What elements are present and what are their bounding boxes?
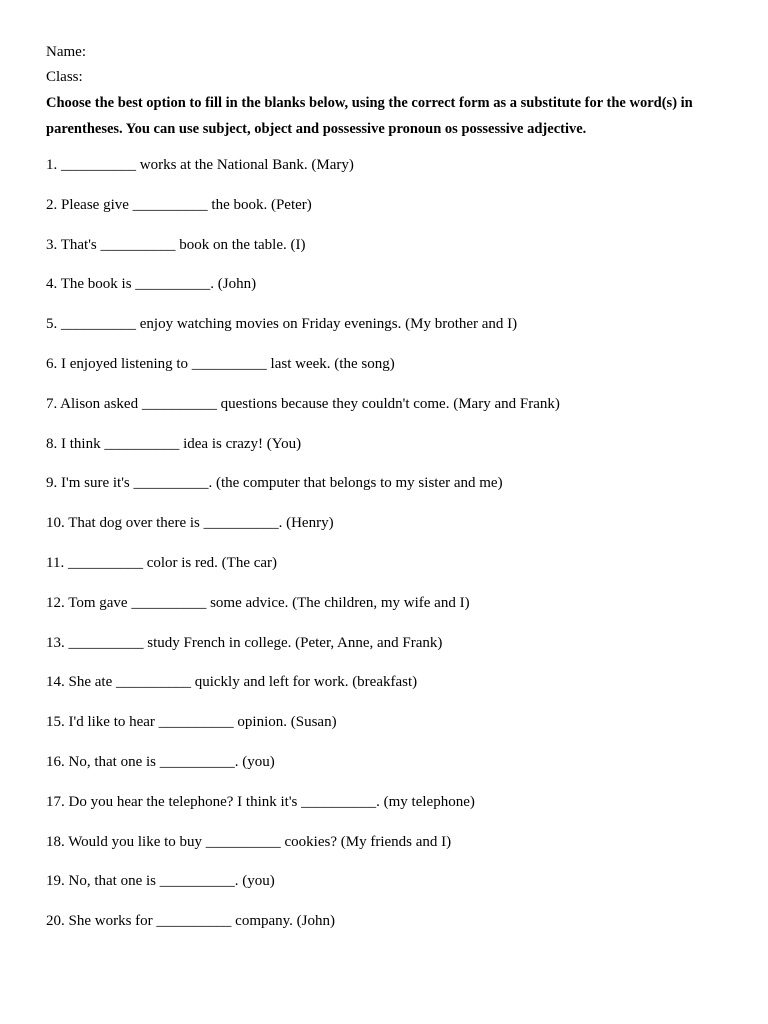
question-14: 14. She ate __________ quickly and left for work. (breakfast): [46, 674, 418, 691]
question-9: 9. I'm sure it's __________. (the computer that belongs to my sister and me): [46, 475, 503, 492]
questions-list: [46, 155, 736, 931]
question-2: 2. Please give __________ the book. (Peter): [46, 196, 312, 213]
question-17: 17. Do you hear the telephone? I think it's __________. (my telephone): [46, 793, 475, 810]
question-16: 16. No, that one is __________. (you): [46, 753, 275, 770]
question-19: 19. No, that one is __________. (you): [46, 873, 275, 890]
question-15: 15. I'd like to hear __________ opinion. (Susan): [46, 714, 337, 731]
question-5: 5. __________ enjoy watching movies on Friday evenings. (My brother and I): [46, 316, 518, 333]
question-11: 11. __________ color is red. (The car): [46, 554, 278, 571]
question-8: 8. I think __________ idea is crazy! (You): [46, 435, 302, 452]
question-20: 20. She works for __________ company. (John): [46, 913, 335, 930]
class-label: Class:: [46, 69, 83, 85]
question-4: 4. The book is __________. (John): [46, 276, 257, 293]
question-3: 3. That's __________ book on the table. (I): [46, 236, 306, 253]
question-10: 10. That dog over there is __________. (Henry): [46, 515, 334, 532]
question-1: 1. __________ works at the National Bank. (Mary): [46, 157, 354, 173]
question-12: 12. Tom gave __________ some advice. (The children, my wife and I): [46, 594, 470, 611]
question-6: 6. I enjoyed listening to __________ last week. (the song): [46, 355, 395, 372]
instructions-text: Choose the best option to fill in the blanks below, using the correct form as a substitute for the word(s) in parentheses. You can use subject, object and possessive pronoun os possessive adjective.: [46, 95, 693, 137]
worksheet-page: [46, 40, 736, 951]
question-13: 13. __________ study French in college. (Peter, Anne, and Frank): [46, 634, 443, 651]
question-18: 18. Would you like to buy __________ cookies? (My friends and I): [46, 833, 452, 850]
question-7: 7. Alison asked __________ questions because they couldn't come. (Mary and Frank): [46, 395, 560, 412]
name-label: Name:: [46, 44, 86, 60]
